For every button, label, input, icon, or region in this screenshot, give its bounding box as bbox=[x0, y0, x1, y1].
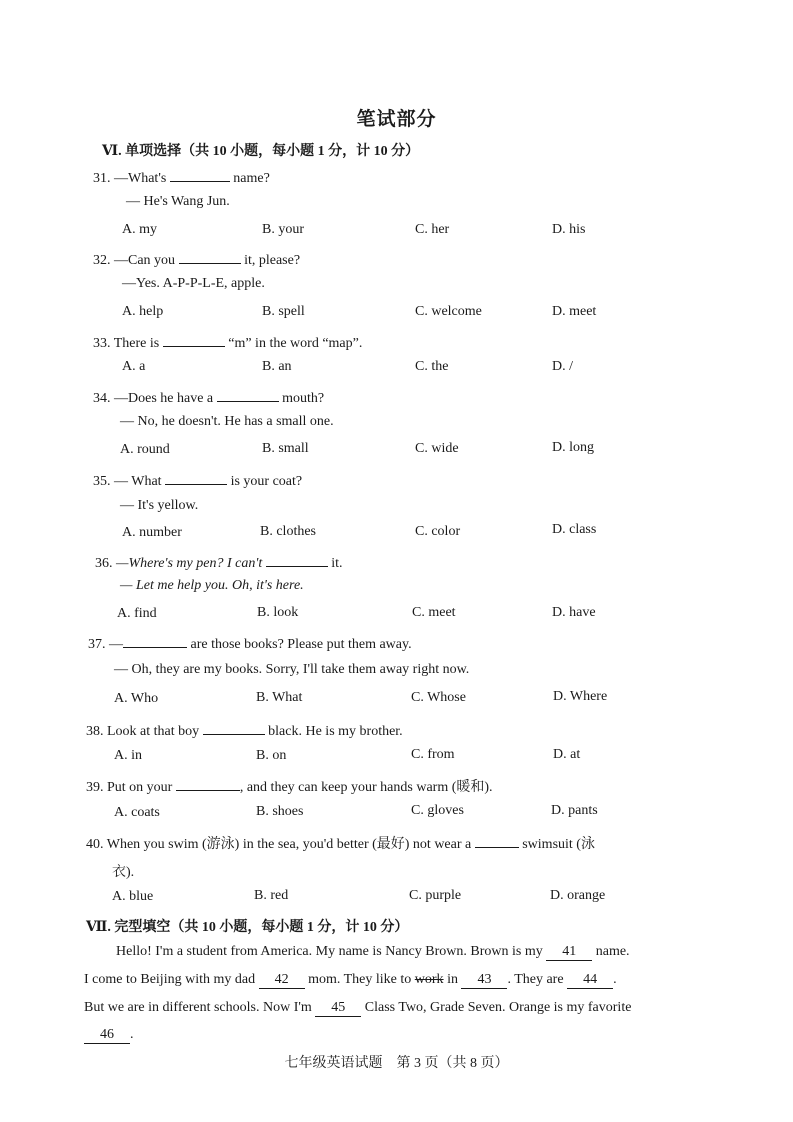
option-a: A. a bbox=[122, 359, 146, 374]
answer-blank bbox=[165, 470, 227, 485]
question-text-post: black. He is my brother. bbox=[268, 724, 403, 739]
answer-blank bbox=[179, 249, 241, 264]
section-6-heading: Ⅵ. 单项选择（共 10 小题，每小题 1 分，计 10 分） bbox=[102, 144, 420, 159]
question-35 bbox=[93, 470, 302, 490]
option-d: D. Where bbox=[553, 689, 608, 704]
question-text-post: name? bbox=[233, 171, 270, 186]
question-number: 35. bbox=[93, 474, 111, 489]
question-37 bbox=[88, 633, 412, 653]
option-d: D. orange bbox=[550, 888, 606, 903]
cloze-text: name. bbox=[595, 944, 630, 959]
question-number: 40. bbox=[86, 837, 104, 852]
option-c: C. color bbox=[415, 524, 461, 539]
question-37-reply: — Oh, they are my books. Sorry, I'll take them away right now. bbox=[114, 662, 470, 677]
option-b: B. your bbox=[262, 222, 304, 237]
option-d: D. / bbox=[552, 359, 573, 374]
option-c: C. the bbox=[415, 359, 449, 374]
cloze-text: . They are bbox=[507, 972, 564, 987]
cloze-text: But we are in different schools. Now I'm bbox=[84, 1000, 312, 1015]
option-c: C. welcome bbox=[415, 304, 482, 319]
page-title: 笔试部分 bbox=[356, 109, 437, 130]
cloze-blank-44: 44 bbox=[567, 972, 613, 989]
cloze-line-3 bbox=[84, 1000, 631, 1017]
question-number: 32. bbox=[93, 253, 111, 268]
option-d: D. meet bbox=[552, 304, 597, 319]
question-text-pre: Look at that boy bbox=[107, 724, 200, 739]
question-text-pre: —Does he have a bbox=[114, 391, 214, 406]
question-38 bbox=[86, 720, 403, 740]
option-a: A. round bbox=[120, 442, 170, 457]
section-7-heading: Ⅶ. 完型填空（共 10 小题，每小题 1 分，计 10 分） bbox=[86, 920, 409, 935]
cloze-text: Hello! I'm a student from America. My name is Nancy Brown. Brown is my bbox=[116, 944, 543, 959]
question-text-post: it, please? bbox=[244, 253, 301, 268]
option-a: A. coats bbox=[114, 805, 160, 820]
option-c: C. purple bbox=[409, 888, 462, 903]
question-text-post: it. bbox=[331, 556, 343, 571]
question-text-pre: —What's bbox=[114, 171, 167, 186]
question-number: 36. bbox=[95, 556, 113, 571]
option-a: A. Who bbox=[114, 691, 159, 706]
question-number: 39. bbox=[86, 780, 104, 795]
option-b: B. an bbox=[262, 359, 292, 374]
question-text-post: is your coat? bbox=[230, 474, 303, 489]
question-40 bbox=[86, 833, 595, 853]
option-a: A. number bbox=[122, 525, 182, 540]
cloze-line-1 bbox=[116, 944, 630, 961]
question-text-pre: — What bbox=[114, 474, 162, 489]
cloze-blank-41: 41 bbox=[546, 944, 592, 961]
answer-blank bbox=[475, 833, 519, 848]
question-40-continuation: 衣). bbox=[112, 865, 135, 880]
answer-blank bbox=[163, 332, 225, 347]
cloze-blank-46: 46 bbox=[84, 1027, 130, 1044]
cloze-text: . bbox=[130, 1027, 134, 1042]
question-number: 31. bbox=[93, 171, 111, 186]
question-number: 33. bbox=[93, 336, 111, 351]
question-34 bbox=[93, 387, 324, 407]
question-number: 38. bbox=[86, 724, 104, 739]
option-d: D. pants bbox=[551, 803, 598, 818]
answer-blank bbox=[123, 633, 187, 648]
question-33 bbox=[93, 332, 362, 352]
question-39 bbox=[86, 776, 493, 796]
question-32 bbox=[93, 249, 300, 269]
option-d: D. class bbox=[552, 522, 597, 537]
option-b: B. shoes bbox=[256, 804, 304, 819]
question-36 bbox=[95, 552, 343, 572]
question-31-reply: — He's Wang Jun. bbox=[126, 194, 230, 209]
question-text-pre: There is bbox=[113, 336, 160, 351]
question-36-reply: — Let me help you. Oh, it's here. bbox=[120, 578, 304, 593]
question-text-post: “m” in the word “map”. bbox=[228, 336, 363, 351]
answer-blank bbox=[266, 552, 328, 567]
cloze-text: I come to Beijing with my dad bbox=[84, 972, 256, 987]
option-c: C. her bbox=[415, 222, 450, 237]
question-32-reply: —Yes. A-P-P-L-E, apple. bbox=[122, 276, 265, 291]
question-text-post: are those books? Please put them away. bbox=[190, 637, 412, 652]
cloze-text: Class Two, Grade Seven. Orange is my favorite bbox=[364, 1000, 632, 1015]
option-a: A. in bbox=[114, 748, 142, 763]
cloze-line-2 bbox=[84, 972, 617, 989]
option-b: B. on bbox=[256, 748, 287, 763]
option-b: B. look bbox=[257, 605, 299, 620]
cloze-text: mom. They like to bbox=[308, 972, 412, 987]
question-text-pre: — bbox=[109, 637, 123, 652]
question-34-reply: — No, he doesn't. He has a small one. bbox=[120, 414, 334, 429]
question-35-reply: — It's yellow. bbox=[120, 498, 199, 513]
crossed-out-word: work bbox=[414, 972, 444, 987]
question-text-post: swimsuit (泳 bbox=[522, 837, 595, 852]
option-c: C. from bbox=[411, 747, 455, 762]
option-c: C. gloves bbox=[411, 803, 464, 818]
cloze-line-4 bbox=[84, 1027, 134, 1044]
option-b: B. What bbox=[256, 690, 303, 705]
option-b: B. red bbox=[254, 888, 289, 903]
option-d: D. long bbox=[552, 440, 594, 455]
answer-blank bbox=[170, 167, 230, 182]
cloze-text: . bbox=[613, 972, 617, 987]
cloze-blank-45: 45 bbox=[315, 1000, 361, 1017]
option-a: A. blue bbox=[112, 889, 154, 904]
question-text-post: mouth? bbox=[282, 391, 325, 406]
question-number: 37. bbox=[88, 637, 106, 652]
option-b: B. spell bbox=[262, 304, 305, 319]
cloze-blank-43: 43 bbox=[461, 972, 507, 989]
question-text-pre: —Where's my pen? I can't bbox=[116, 556, 263, 571]
question-number: 34. bbox=[93, 391, 111, 406]
option-c: C. wide bbox=[415, 441, 459, 456]
answer-blank bbox=[176, 776, 240, 791]
option-d: D. have bbox=[552, 605, 596, 620]
option-a: A. help bbox=[122, 304, 164, 319]
cloze-text: in bbox=[447, 972, 458, 987]
cloze-blank-42: 42 bbox=[259, 972, 305, 989]
question-31 bbox=[93, 167, 270, 187]
option-a: A. find bbox=[117, 606, 157, 621]
answer-blank bbox=[203, 720, 265, 735]
answer-blank bbox=[217, 387, 279, 402]
question-text-pre: Put on your bbox=[107, 780, 173, 795]
option-c: C. Whose bbox=[411, 690, 466, 705]
option-d: D. at bbox=[553, 747, 581, 762]
option-c: C. meet bbox=[412, 605, 456, 620]
option-b: B. small bbox=[262, 441, 309, 456]
option-a: A. my bbox=[122, 222, 157, 237]
option-b: B. clothes bbox=[260, 524, 316, 539]
page-footer: 七年级英语试题 第 3 页（共 8 页） bbox=[284, 1056, 509, 1071]
question-text-pre: —Can you bbox=[114, 253, 176, 268]
question-text-post: , and they can keep your hands warm (暖和). bbox=[239, 780, 493, 795]
question-text-pre: When you swim (游泳) in the sea, you'd better (最好) not wear a bbox=[106, 837, 472, 852]
option-d: D. his bbox=[552, 222, 586, 237]
